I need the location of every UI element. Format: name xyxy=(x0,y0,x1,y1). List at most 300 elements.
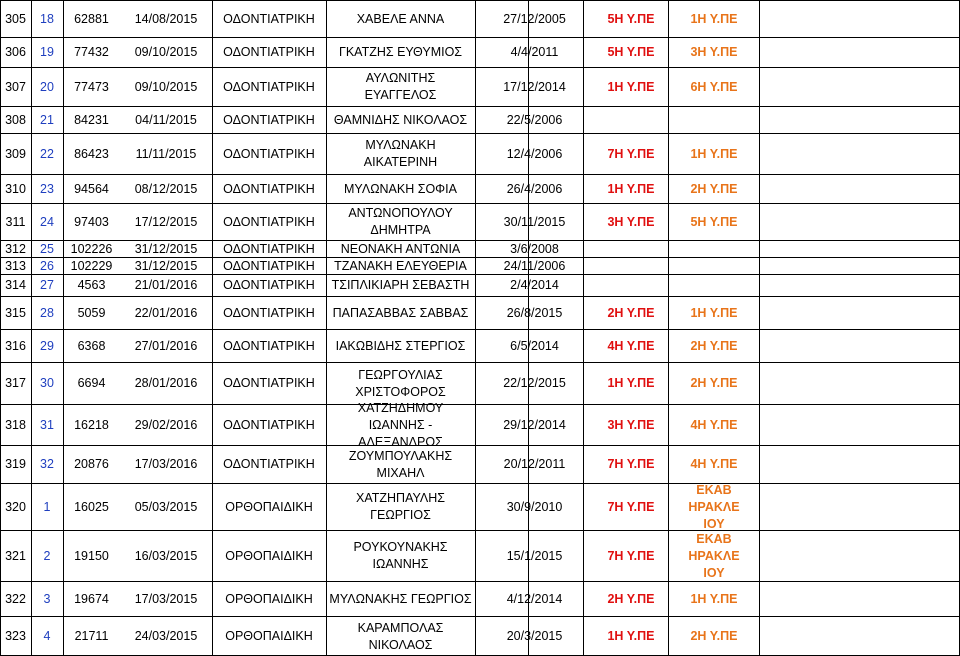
cell-line: 4Η Υ.ΠΕ xyxy=(690,457,738,471)
cell-u2 xyxy=(668,38,760,67)
cell-text: 1 xyxy=(43,499,51,514)
cell-u1 xyxy=(594,484,668,530)
cell-dob xyxy=(475,446,594,483)
cell-line: 1Η Υ.ΠΕ xyxy=(607,181,655,196)
cell-prot xyxy=(63,1,120,37)
cell-spec xyxy=(212,297,326,329)
cell-line: 5Η Υ.ΠΕ xyxy=(690,214,738,229)
cell-text: 15/1/2015 xyxy=(506,548,563,563)
cell-prot xyxy=(63,241,120,257)
cell-prot xyxy=(63,204,120,240)
cell-line: ΜΥΛΩΝΑΚΗ xyxy=(365,138,436,152)
cell-text: 77473 xyxy=(74,79,109,94)
cell-line: 1Η Υ.ΠΕ xyxy=(607,629,655,643)
cell-line: 5Η Υ.ΠΕ xyxy=(607,11,655,26)
cell-aa xyxy=(0,241,31,257)
cell-text: 22/5/2006 xyxy=(506,112,563,127)
cell-text: 04/11/2015 xyxy=(135,112,197,127)
cell-text: ΟΔΟΝΤΙΑΤΡΙΚΗ xyxy=(223,338,315,353)
cell-u2 xyxy=(668,531,760,581)
cell-text: 317 xyxy=(5,376,26,390)
cell-n xyxy=(31,68,63,106)
cell-line: 4Η Υ.ΠΕ xyxy=(690,417,738,432)
cell-text: 26/4/2006 xyxy=(506,181,563,196)
cell-text: 11/11/2015 xyxy=(135,146,197,161)
cell-text: 20/3/2015 xyxy=(506,629,563,643)
cell-text: ΟΔΟΝΤΙΑΤΡΙΚΗ xyxy=(223,457,315,471)
cell-u2 xyxy=(668,275,760,296)
cell-text: 19 xyxy=(40,45,54,59)
cell-u1 xyxy=(594,241,668,257)
cell-aa xyxy=(0,531,31,581)
cell-n xyxy=(31,617,63,656)
cell-text: 23 xyxy=(40,181,54,196)
cell-name xyxy=(326,617,475,656)
cell-text: 5059 xyxy=(77,305,106,320)
cell-line: ΘΑΜΝΙΔΗΣ ΝΙΚΟΛΑΟΣ xyxy=(333,112,468,127)
cell-dob xyxy=(475,617,594,656)
cell-text: ΟΔΟΝΤΙΑΤΡΙΚΗ xyxy=(223,11,315,26)
cell-prot xyxy=(63,107,120,133)
cell-dob xyxy=(475,363,594,404)
cell-u1 xyxy=(594,582,668,616)
cell-u1 xyxy=(594,297,668,329)
cell-aa xyxy=(0,175,31,203)
cell-u1 xyxy=(594,275,668,296)
cell-text: 321 xyxy=(5,548,26,563)
cell-n xyxy=(31,1,63,37)
cell-text: 17/12/2014 xyxy=(503,79,566,94)
cell-text: 86423 xyxy=(74,146,109,161)
cell-u1 xyxy=(594,175,668,203)
cell-dob xyxy=(475,68,594,106)
cell-line: ΓΕΩΡΓΟΥΛΙΑΣ xyxy=(358,367,443,382)
cell-text: 17/03/2015 xyxy=(134,591,198,606)
cell-text: 308 xyxy=(5,112,26,127)
cell-line: ΗΡΑΚΛΕ xyxy=(688,548,740,563)
cell-text: 4/4/2011 xyxy=(510,45,559,59)
cell-text: 29 xyxy=(40,338,54,353)
cell-text: 307 xyxy=(5,79,26,94)
cell-u1 xyxy=(594,446,668,483)
cell-text: 19674 xyxy=(74,591,109,606)
cell-n xyxy=(31,363,63,404)
cell-line: ΓΕΩΡΓΙΟΣ xyxy=(370,508,431,522)
cell-dob xyxy=(475,204,594,240)
cell-date xyxy=(120,582,212,616)
cell-text: 26/8/2015 xyxy=(506,305,563,320)
cell-text: ΟΔΟΝΤΙΑΤΡΙΚΗ xyxy=(223,214,315,229)
cell-line: ΙΑΚΩΒΙΔΗΣ ΣΤΕΡΓΙΟΣ xyxy=(335,338,466,353)
cell-dob xyxy=(475,134,594,174)
cell-prot xyxy=(63,531,120,581)
cell-date xyxy=(120,258,212,274)
cell-prot xyxy=(63,617,120,656)
cell-text: 22/01/2016 xyxy=(134,305,198,320)
cell-text: 27 xyxy=(40,278,54,292)
cell-text: ΟΔΟΝΤΙΑΤΡΙΚΗ xyxy=(223,45,315,59)
cell-u1 xyxy=(594,134,668,174)
cell-text: ΟΔΟΝΤΙΑΤΡΙΚΗ xyxy=(223,258,315,273)
cell-text: 314 xyxy=(5,278,26,292)
cell-line: ΓΚΑΤΖΗΣ ΕΥΘΥΜΙΟΣ xyxy=(338,45,463,59)
cell-dob xyxy=(475,405,594,445)
cell-dob xyxy=(475,38,594,67)
cell-prot xyxy=(63,175,120,203)
cell-text: 322 xyxy=(5,591,26,606)
cell-u2 xyxy=(668,241,760,257)
cell-prot xyxy=(63,446,120,483)
cell-u2 xyxy=(668,405,760,445)
cell-text: 27/12/2005 xyxy=(503,11,566,26)
cell-text: ΟΡΘΟΠΑΙΔΙΚΗ xyxy=(225,591,313,606)
cell-aa xyxy=(0,204,31,240)
cell-name xyxy=(326,68,475,106)
cell-aa xyxy=(0,405,31,445)
cell-spec xyxy=(212,330,326,362)
cell-line: ΕΥΑΓΓΕΛΟΣ xyxy=(364,88,437,102)
cell-aa xyxy=(0,1,31,37)
cell-date xyxy=(120,241,212,257)
cell-u2 xyxy=(668,446,760,483)
cell-aa xyxy=(0,275,31,296)
cell-date xyxy=(120,134,212,174)
cell-aa xyxy=(0,258,31,274)
cell-prot xyxy=(63,484,120,530)
cell-spec xyxy=(212,484,326,530)
cell-text: 22 xyxy=(40,146,54,161)
cell-line: ΗΡΑΚΛΕ xyxy=(688,499,740,514)
cell-prot xyxy=(63,38,120,67)
cell-n xyxy=(31,484,63,530)
cell-date xyxy=(120,531,212,581)
cell-line: ΕΚΑΒ xyxy=(696,482,732,497)
cell-u2 xyxy=(668,1,760,37)
cell-line: ΧΡΙΣΤΟΦΟΡΟΣ xyxy=(355,384,446,399)
cell-dob xyxy=(475,582,594,616)
cell-u2 xyxy=(668,484,760,530)
cell-text: 21711 xyxy=(74,629,109,643)
cell-n xyxy=(31,330,63,362)
cell-date xyxy=(120,68,212,106)
cell-spec xyxy=(212,68,326,106)
cell-dob xyxy=(475,1,594,37)
cell-line: ΑΝΤΩΝΟΠΟΥΛΟΥ xyxy=(348,206,453,220)
cell-text: 31/12/2015 xyxy=(134,241,198,256)
cell-date xyxy=(120,330,212,362)
cell-text: 315 xyxy=(5,305,26,320)
cell-text: 94564 xyxy=(74,181,109,196)
cell-name xyxy=(326,531,475,581)
cell-text: 312 xyxy=(5,241,26,256)
cell-text: 319 xyxy=(5,457,26,471)
cell-u1 xyxy=(594,617,668,656)
cell-text: ΟΔΟΝΤΙΑΤΡΙΚΗ xyxy=(223,376,315,390)
cell-spec xyxy=(212,617,326,656)
cell-date xyxy=(120,484,212,530)
cell-text: 309 xyxy=(5,146,26,161)
cell-text: 32 xyxy=(40,457,54,471)
cell-spec xyxy=(212,275,326,296)
cell-text: 6694 xyxy=(77,376,106,390)
cell-text: 22/12/2015 xyxy=(503,376,566,390)
cell-line: 3Η Υ.ΠΕ xyxy=(607,417,655,432)
cell-name xyxy=(326,258,475,274)
cell-text: 05/03/2015 xyxy=(134,499,198,514)
cell-prot xyxy=(63,297,120,329)
cell-n xyxy=(31,297,63,329)
cell-text: ΟΔΟΝΤΙΑΤΡΙΚΗ xyxy=(223,278,315,292)
cell-line: ΙΩΑΝΝΗΣ xyxy=(372,557,429,571)
cell-spec xyxy=(212,38,326,67)
cell-text: 102229 xyxy=(70,258,113,273)
cell-u1 xyxy=(594,107,668,133)
cell-text: 30/9/2010 xyxy=(506,499,563,514)
cell-prot xyxy=(63,363,120,404)
cell-text: ΟΔΟΝΤΙΑΤΡΙΚΗ xyxy=(223,112,315,127)
cell-u2 xyxy=(668,204,760,240)
cell-text: 310 xyxy=(5,181,26,196)
cell-text: ΟΡΘΟΠΑΙΔΙΚΗ xyxy=(225,548,313,563)
cell-text: 09/10/2015 xyxy=(134,45,198,59)
cell-aa xyxy=(0,582,31,616)
cell-text: 25 xyxy=(40,241,54,256)
cell-u2 xyxy=(668,258,760,274)
cell-prot xyxy=(63,258,120,274)
cell-spec xyxy=(212,363,326,404)
cell-prot xyxy=(63,275,120,296)
cell-text: 84231 xyxy=(74,112,109,127)
cell-prot xyxy=(63,582,120,616)
cell-n xyxy=(31,107,63,133)
cell-text: 30 xyxy=(40,376,54,390)
cell-text: 320 xyxy=(5,499,26,514)
cell-text: 27/01/2016 xyxy=(134,338,198,353)
cell-line: ΜΥΛΩΝΑΚΗΣ ΓΕΩΡΓΙΟΣ xyxy=(329,591,472,606)
cell-line: ΧΑΒΕΛΕ ΑΝΝΑ xyxy=(356,11,445,26)
cell-dob xyxy=(475,175,594,203)
cell-text: 08/12/2015 xyxy=(134,181,198,196)
cell-n xyxy=(31,275,63,296)
cell-u2 xyxy=(668,297,760,329)
cell-name xyxy=(326,275,475,296)
cell-line: ΤΣΙΠΛΙΚΙΑΡΗ ΣΕΒΑΣΤΗ xyxy=(331,278,470,292)
cell-date xyxy=(120,1,212,37)
cell-date xyxy=(120,175,212,203)
cell-u1 xyxy=(594,363,668,404)
cell-line: ΙΩΑΝΝΗΣ - xyxy=(368,417,433,432)
cell-line: ΠΑΠΑΣΑΒΒΑΣ ΣΑΒΒΑΣ xyxy=(332,305,469,320)
cell-dob xyxy=(475,275,594,296)
cell-name xyxy=(326,241,475,257)
cell-spec xyxy=(212,107,326,133)
cell-line: 7Η Υ.ΠΕ xyxy=(607,499,655,514)
cell-name xyxy=(326,38,475,67)
cell-line: 4Η Υ.ΠΕ xyxy=(607,338,655,353)
cell-line: ΑΙΚΑΤΕΡΙΝΗ xyxy=(363,155,438,169)
cell-u2 xyxy=(668,330,760,362)
cell-line: ΑΛΕΞΑΝΔΡΟΣ xyxy=(358,434,443,449)
cell-aa xyxy=(0,107,31,133)
cell-text: ΟΡΘΟΠΑΙΔΙΚΗ xyxy=(225,629,313,643)
cell-text: 29/02/2016 xyxy=(134,417,198,432)
cell-n xyxy=(31,134,63,174)
cell-line: 7Η Υ.ΠΕ xyxy=(607,548,655,563)
cell-text: ΟΔΟΝΤΙΑΤΡΙΚΗ xyxy=(223,181,315,196)
cell-text: 24/03/2015 xyxy=(134,629,198,643)
cell-spec xyxy=(212,405,326,445)
cell-u1 xyxy=(594,531,668,581)
cell-line: ΑΥΛΩΝΙΤΗΣ xyxy=(365,71,436,85)
cell-line: 1Η Υ.ΠΕ xyxy=(607,376,655,390)
cell-text: 323 xyxy=(5,629,26,643)
cell-line: ΙΟΥ xyxy=(703,565,725,580)
cell-text: 4563 xyxy=(77,278,106,292)
cell-text: ΟΡΘΟΠΑΙΔΙΚΗ xyxy=(225,499,313,514)
cell-spec xyxy=(212,1,326,37)
cell-line: 1Η Υ.ΠΕ xyxy=(690,11,738,26)
cell-text: 19150 xyxy=(74,548,109,563)
cell-u1 xyxy=(594,68,668,106)
cell-n xyxy=(31,582,63,616)
cell-name xyxy=(326,107,475,133)
cell-text: 311 xyxy=(5,214,26,229)
cell-aa xyxy=(0,330,31,362)
cell-line: 6Η Υ.ΠΕ xyxy=(690,79,738,94)
cell-aa xyxy=(0,297,31,329)
cell-text: 20 xyxy=(40,79,54,94)
cell-u1 xyxy=(594,38,668,67)
cell-line: ΖΟΥΜΠΟΥΛΑΚΗΣ xyxy=(348,448,453,463)
cell-name xyxy=(326,1,475,37)
cell-spec xyxy=(212,204,326,240)
cell-n xyxy=(31,175,63,203)
cell-aa xyxy=(0,134,31,174)
cell-u1 xyxy=(594,258,668,274)
cell-text: 29/12/2014 xyxy=(503,417,566,432)
cell-prot xyxy=(63,330,120,362)
cell-text: ΟΔΟΝΤΙΑΤΡΙΚΗ xyxy=(223,417,315,432)
cell-spec xyxy=(212,258,326,274)
cell-line: 2Η Υ.ΠΕ xyxy=(607,305,655,320)
cell-u1 xyxy=(594,1,668,37)
cell-text: ΟΔΟΝΤΙΑΤΡΙΚΗ xyxy=(223,79,315,94)
cell-text: 31/12/2015 xyxy=(134,258,198,273)
cell-text: 6368 xyxy=(77,338,106,353)
cell-dob xyxy=(475,258,594,274)
cell-text: 318 xyxy=(5,417,26,432)
cell-line: ΜΙΧΑΗΛ xyxy=(376,465,425,480)
cell-line: ΤΖΑΝΑΚΗ ΕΛΕΥΘΕΡΙΑ xyxy=(334,258,467,273)
cell-text: 24/11/2006 xyxy=(503,258,566,273)
cell-n xyxy=(31,446,63,483)
cell-line: ΙΟΥ xyxy=(703,516,725,531)
cell-text: 14/08/2015 xyxy=(134,11,198,26)
cell-aa xyxy=(0,446,31,483)
cell-text: 62881 xyxy=(74,11,109,26)
cell-prot xyxy=(63,68,120,106)
cell-spec xyxy=(212,446,326,483)
cell-text: 26 xyxy=(40,258,54,273)
cell-aa xyxy=(0,38,31,67)
cell-date xyxy=(120,107,212,133)
cell-u2 xyxy=(668,363,760,404)
cell-line: 2Η Υ.ΠΕ xyxy=(690,181,738,196)
cell-text: 2/4/2014 xyxy=(510,278,559,292)
cell-line: ΝΕΟΝΑΚΗ ΑΝΤΩΝΙΑ xyxy=(340,241,461,256)
cell-n xyxy=(31,38,63,67)
cell-u2 xyxy=(668,134,760,174)
cell-text: 97403 xyxy=(74,214,109,229)
cell-line: 3Η Υ.ΠΕ xyxy=(690,45,738,59)
cell-line: 1Η Υ.ΠΕ xyxy=(690,591,738,606)
cell-u1 xyxy=(594,405,668,445)
cell-n xyxy=(31,241,63,257)
cell-line: ΧΑΤΖΗΔΗΜΟΥ xyxy=(357,400,444,415)
cell-text: 28 xyxy=(40,305,54,320)
cell-name xyxy=(326,484,475,530)
cell-u2 xyxy=(668,68,760,106)
cell-u2 xyxy=(668,617,760,656)
cell-spec xyxy=(212,531,326,581)
cell-text: 16025 xyxy=(74,499,109,514)
cell-name xyxy=(326,582,475,616)
cell-u2 xyxy=(668,107,760,133)
cell-prot xyxy=(63,405,120,445)
cell-name xyxy=(326,204,475,240)
cell-text: 16218 xyxy=(74,417,109,432)
cell-name xyxy=(326,446,475,483)
cell-spec xyxy=(212,175,326,203)
cell-line: ΧΑΤΖΗΠΑΥΛΗΣ xyxy=(356,491,445,505)
cell-date xyxy=(120,38,212,67)
cell-text: 305 xyxy=(5,11,26,26)
cell-aa xyxy=(0,363,31,404)
cell-u1 xyxy=(594,330,668,362)
cell-dob xyxy=(475,107,594,133)
cell-spec xyxy=(212,582,326,616)
cell-line: 3Η Υ.ΠΕ xyxy=(607,214,655,229)
cell-line: 1Η Υ.ΠΕ xyxy=(607,79,655,94)
cell-date xyxy=(120,204,212,240)
cell-line: 7Η Υ.ΠΕ xyxy=(607,146,655,161)
cell-text: 313 xyxy=(5,258,26,273)
cell-text: 18 xyxy=(40,11,54,26)
cell-text: 30/11/2015 xyxy=(503,214,566,229)
cell-text: 2 xyxy=(43,548,51,563)
cell-text: 306 xyxy=(5,45,26,59)
cell-text: 4 xyxy=(43,629,51,643)
cell-line: ΡΟΥΚΟΥΝΑΚΗΣ xyxy=(353,540,448,554)
cell-text: 20/12/2011 xyxy=(503,457,566,471)
cell-line: ΚΑΡΑΜΠΟΛΑΣ xyxy=(357,620,444,635)
cell-text: 31 xyxy=(40,417,54,432)
cell-name xyxy=(326,330,475,362)
cell-aa xyxy=(0,484,31,530)
cell-text: 17/03/2016 xyxy=(134,457,198,471)
cell-line: 2Η Υ.ΠΕ xyxy=(690,338,738,353)
cell-text: 21/01/2016 xyxy=(134,278,198,292)
cell-name xyxy=(326,134,475,174)
cell-name xyxy=(326,400,475,449)
cell-text: 09/10/2015 xyxy=(134,79,198,94)
cell-dob xyxy=(475,484,594,530)
cell-text: 3/6/2008 xyxy=(510,241,559,256)
cell-text: 102226 xyxy=(70,241,113,256)
cell-text: 77432 xyxy=(74,45,109,59)
cell-line: 2Η Υ.ΠΕ xyxy=(607,591,655,606)
cell-text: 21 xyxy=(40,112,54,127)
